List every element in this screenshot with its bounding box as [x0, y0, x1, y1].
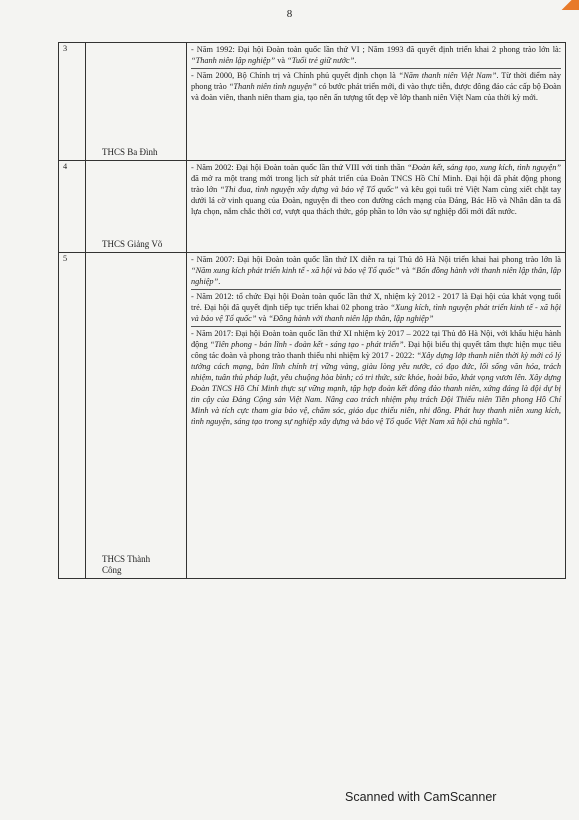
table-row — [59, 43, 566, 161]
events-cell — [187, 253, 566, 579]
text-segment: và — [256, 314, 269, 323]
event-paragraph — [191, 43, 561, 68]
school-name: THCS Giảng Võ — [102, 239, 163, 249]
text-segment: . Đại hội biểu thị quyết tâm thực hiện mục tiêu công tác đoàn và phong trào thanh thiếu nhi nhiệm kỳ 2017 - 2022: — [191, 340, 562, 360]
page-number: 8 — [286, 8, 293, 20]
events-cell — [187, 43, 566, 161]
quoted-slogan: “Thi đua, tình nguyện xây dựng và bảo vệ Tổ quốc” — [219, 185, 399, 194]
table-row — [59, 253, 566, 579]
text-segment: . Từ thời điểm này phong trào — [191, 71, 561, 91]
text-segment: - Năm 2000, Bộ Chính trị và Chính phủ quyết định chọn là — [191, 71, 399, 80]
row-number: 5 — [59, 253, 86, 579]
quoted-slogan: “Tiên phong - bản lĩnh - đoàn kết - sáng tạo - phát triển” — [209, 340, 404, 349]
quoted-slogan: “Năm thanh niên Việt Nam” — [398, 71, 497, 80]
text-segment: - Năm 2017: Đại hội Đoàn toàn quốc lần thứ XI nhiệm kỳ 2017 – 2022 tại Thủ đô Hà Nội, với khẩu hiệu hành động — [191, 329, 561, 349]
school-cell — [86, 43, 187, 161]
school-name: THCS Ba Đình — [102, 147, 158, 157]
scanner-watermark: Scanned with CamScanner — [345, 790, 497, 804]
history-table — [58, 42, 566, 579]
school-name: THCS Thành Công — [102, 554, 151, 575]
school-cell — [86, 161, 187, 253]
text-segment: - Năm 1992: Đại hội Đoàn toàn quốc lần thứ VI ; Năm 1993 đã quyết định triển khai 2 phong trào lớn là: — [191, 45, 561, 54]
event-paragraph — [191, 161, 561, 219]
quoted-slogan: “Tuổi trẻ giữ nước” — [287, 56, 355, 65]
text-segment: . — [218, 277, 221, 286]
event-paragraph — [191, 326, 561, 429]
text-segment: . — [507, 417, 510, 426]
event-paragraph — [191, 253, 561, 289]
quoted-slogan: “Bốn đồng hành với thanh niên lập thân, lập nghiệp” — [191, 266, 562, 286]
quoted-slogan: “Đoàn kết, sáng tạo, xung kích, tình nguyện” — [407, 163, 561, 172]
school-cell — [86, 253, 187, 579]
text-segment: - Năm 2007: Đại hội Đoàn toàn quốc lần thứ IX diễn ra tại Thủ đô Hà Nội triển khai hai phong trào lớn là — [191, 255, 561, 264]
text-segment: - Năm 2012: tổ chức Đại hội Đoàn toàn quốc lần thứ X, nhiệm kỳ 2012 - 2017 là Đại hội của khát vọng tuổi trẻ. Đại hội đã quyết định tiếp tục triển khai 02 phong trào — [191, 292, 561, 312]
quoted-slogan: “Xây dựng lớp thanh niên thời kỳ mới có lý tưởng cách mạng, bản lĩnh chính trị vững vàng, giàu lòng yêu nước, có đạo đức, lối sống văn hóa, trách nhiệm, tuân thủ pháp luật, yêu chuộng hòa bình; có tri thức, sức khỏe, hoài bão, khát vọng vươn lên. Xây dựng Đoàn TNCS Hồ Chí Minh thực sự vững mạnh, tập hợp đoàn kết đông đảo thanh niên, xứng đáng là đội dự bị tin cậy của Đảng Cộng sản Việt Nam. Nâng cao trách nhiệm phụ trách Đội Thiếu niên Tiền phong Hồ Chí Minh và tích cực tham gia bảo vệ, chăm sóc, giáo dục thiếu niên, nhi đồng. Phát huy thanh niên xung kích, tình nguyện, sáng tạo trong sự nghiệp xây dựng và bảo vệ Tổ quốc Việt Nam xã hội chủ nghĩa” — [191, 351, 562, 426]
events-cell — [187, 161, 566, 253]
event-paragraph — [191, 289, 561, 326]
text-segment: và kêu gọi tuổi trẻ Việt Nam cùng xiết chặt tay dưới lá cờ vinh quang của Đoàn, nguyện đi theo con đường cách mạng của Đảng, Bác Hồ và Nhân dân ta đã lựa chọn, nắm chắc thời cơ, vượt qua thách thức, góp phần to lớn vào sự nghiệp đổi mới đất nước. — [191, 185, 561, 216]
quoted-slogan: “Đồng hành với thanh niên lập thân, lập nghiệp” — [268, 314, 434, 323]
text-segment: . — [354, 56, 357, 65]
quoted-slogan: “Thanh niên tình nguyện” — [228, 82, 317, 91]
row-number: 3 — [59, 43, 86, 161]
quoted-slogan: “Năm xung kích phát triển kinh tế - xã hội và bảo vệ Tổ quốc” — [191, 266, 400, 275]
text-segment: đã mở ra một trang mới trong lịch sử phát triển của Đoàn TNCS Hồ Chí Minh. Đại hội đã phát động phong trào lớn — [191, 174, 561, 194]
row-number: 4 — [59, 161, 86, 253]
text-segment: và — [399, 266, 412, 275]
event-paragraph — [191, 68, 561, 105]
quoted-slogan: “Thanh niên lập nghiệp” — [191, 56, 276, 65]
text-segment: có bước phát triển mới, đi vào thực tiễn, được đông đảo các cấp bộ Đoàn và đoàn viên, thanh niên tham gia, tạo nên ấn tượng tốt đẹp về lớp thanh niên Việt Nam của thời kỳ mới. — [191, 82, 561, 102]
text-segment: - Năm 2002: Đại hội Đoàn toàn quốc lần thứ VIII với tinh thần — [191, 163, 408, 172]
quoted-slogan: “Xung kích, tình nguyện phát triển kinh tế - xã hội và bảo vệ Tổ quốc” — [191, 303, 561, 323]
text-segment: và — [275, 56, 288, 65]
table-row — [59, 161, 566, 253]
